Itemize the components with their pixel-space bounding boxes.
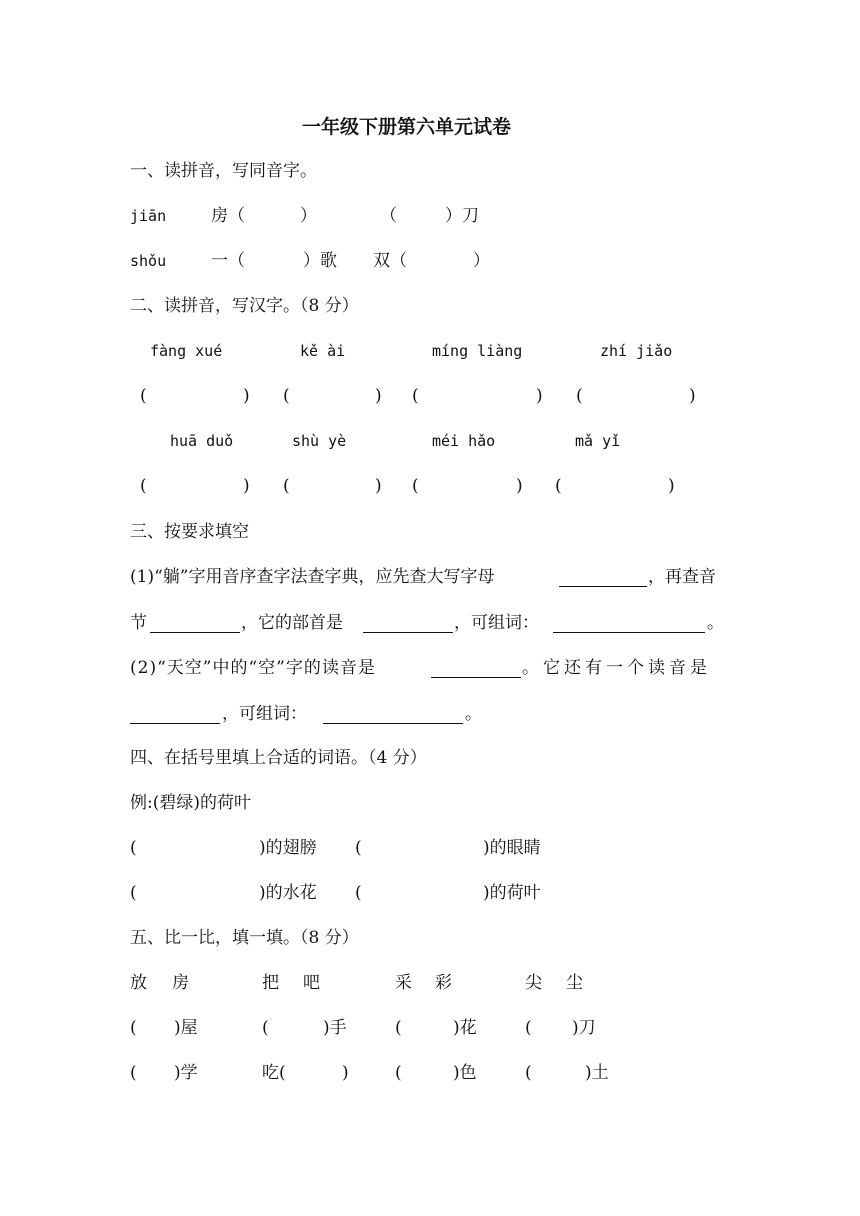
s1-row2-a: 一（: [211, 251, 245, 271]
s2-pinyin-6: shù yè: [292, 432, 347, 450]
s5-pair-2a: 把: [262, 973, 279, 993]
s2-pinyin-5: huā duǒ: [170, 432, 234, 450]
s3-q2-blank-3[interactable]: [323, 709, 463, 724]
s5-pair-4b: 尘: [566, 973, 583, 993]
s2-pinyin-4: zhí jiǎo: [600, 342, 673, 360]
s4-r2-after-1: )的水花: [259, 883, 317, 903]
s3-q2-text-d: 。: [465, 704, 482, 724]
section-5-heading: 五、比一比，填一填。（8 分）: [130, 928, 359, 948]
s2-pinyin-1: fàng xué: [150, 342, 223, 360]
s5-r1-c5: (: [395, 1018, 402, 1038]
s5-r2-c5: (: [395, 1063, 402, 1083]
s1-row1-pinyin: jiān: [130, 207, 167, 225]
s2-r2-open-1: (: [140, 476, 147, 496]
s5-r1-c4: )手: [323, 1018, 347, 1038]
s2-r2-close-1: ): [243, 476, 250, 496]
s3-q1-text-b: ，再查音: [648, 567, 716, 587]
s5-r2-c3: 吃(: [262, 1063, 286, 1083]
s2-r2-open-4: (: [555, 476, 562, 496]
s2-r2-open-3: (: [412, 476, 419, 496]
s5-r1-c2: )屋: [174, 1018, 198, 1038]
s2-r1-close-3: ): [536, 386, 543, 406]
s2-r1-open-3: (: [412, 386, 419, 406]
s5-r2-c7: (: [525, 1063, 532, 1083]
s2-r2-open-2: (: [283, 476, 290, 496]
s3-q1-text-f: 。: [707, 613, 724, 633]
s2-r1-open-4: (: [576, 386, 583, 406]
s3-q2-text-b: 。它还有一个读音是: [522, 658, 711, 678]
s5-r2-c8: )土: [585, 1063, 609, 1083]
s4-r1-open-2: (: [355, 838, 362, 858]
s1-row2-pinyin: shǒu: [130, 252, 167, 270]
s3-q2-blank-1[interactable]: [431, 663, 521, 678]
s2-pinyin-8: mǎ yǐ: [575, 432, 621, 450]
s3-q1-text-e: ，可组词：: [454, 613, 539, 633]
s5-pair-3b: 彩: [435, 973, 452, 993]
s5-pair-1b: 房: [172, 973, 189, 993]
s5-pair-2b: 吧: [303, 973, 320, 993]
s2-r1-close-1: ): [243, 386, 250, 406]
s3-q1-blank-2[interactable]: [150, 618, 240, 633]
s4-r2-open-1: (: [130, 883, 137, 903]
s2-r2-close-3: ): [516, 476, 523, 496]
s4-r1-open-1: (: [130, 838, 137, 858]
s3-q1-blank-4[interactable]: [553, 618, 705, 633]
s2-r2-close-2: ): [375, 476, 382, 496]
s5-r2-c1: (: [130, 1063, 137, 1083]
s3-q1-blank-3[interactable]: [363, 618, 453, 633]
s5-r1-c1: (: [130, 1018, 137, 1038]
section-2-heading: 二、读拼音，写汉字。（8 分）: [130, 296, 359, 316]
s1-row1-c: （: [380, 206, 397, 226]
s3-q1-text-c: 节: [130, 613, 147, 633]
s5-r2-c6: )色: [453, 1063, 477, 1083]
s1-row2-d: ）: [473, 251, 490, 271]
s2-r1-close-2: ): [375, 386, 382, 406]
s3-q2-blank-2[interactable]: [130, 709, 220, 724]
section-4-heading: 四、在括号里填上合适的词语。（4 分）: [130, 748, 427, 768]
s2-r1-close-4: ): [689, 386, 696, 406]
section-3-heading: 三、按要求填空: [130, 522, 249, 542]
s1-row2-c: 双（: [373, 251, 407, 271]
s4-r1-after-1: )的翅膀: [259, 838, 317, 858]
s5-pair-4a: 尖: [525, 973, 542, 993]
s5-r1-c6: )花: [453, 1018, 477, 1038]
s4-r1-after-2: )的眼睛: [483, 838, 541, 858]
s5-pair-3a: 采: [395, 973, 412, 993]
s1-row1-b: ）: [300, 206, 317, 226]
s1-row1-a: 房（: [211, 206, 245, 226]
s1-row2-b: ）歌: [303, 251, 337, 271]
s5-r2-c2: )学: [174, 1063, 198, 1083]
s3-q2-text-c: ，可组词：: [222, 704, 307, 724]
s2-r1-open-1: (: [140, 386, 147, 406]
s5-r1-c8: )刀: [572, 1018, 596, 1038]
s5-r2-c4: ): [342, 1063, 349, 1083]
s5-r1-c7: (: [525, 1018, 532, 1038]
s3-q1-text-a: (1)“躺”字用音序查字法查字典，应先查大写字母: [130, 567, 495, 587]
s4-r2-after-2: )的荷叶: [483, 883, 541, 903]
s5-pair-1a: 放: [130, 973, 147, 993]
s2-pinyin-3: míng liàng: [432, 342, 523, 360]
s2-pinyin-2: kě ài: [300, 342, 346, 360]
section-1-heading: 一、读拼音，写同音字。: [130, 161, 317, 181]
s2-r1-open-2: (: [283, 386, 290, 406]
s2-r2-close-4: ): [668, 476, 675, 496]
s4-r2-open-2: (: [355, 883, 362, 903]
s2-pinyin-7: méi hǎo: [432, 432, 496, 450]
s4-example: 例:(碧绿)的荷叶: [130, 793, 251, 813]
s5-r1-c3: (: [262, 1018, 269, 1038]
s1-row1-d: ）刀: [445, 206, 479, 226]
page-title: 一年级下册第六单元试卷: [302, 116, 512, 138]
s3-q2-text-a: (2)“天空”中的“空”字的读音是: [130, 658, 376, 678]
s3-q1-blank-1[interactable]: [559, 572, 647, 587]
s3-q1-text-d: ，它的部首是: [241, 613, 343, 633]
